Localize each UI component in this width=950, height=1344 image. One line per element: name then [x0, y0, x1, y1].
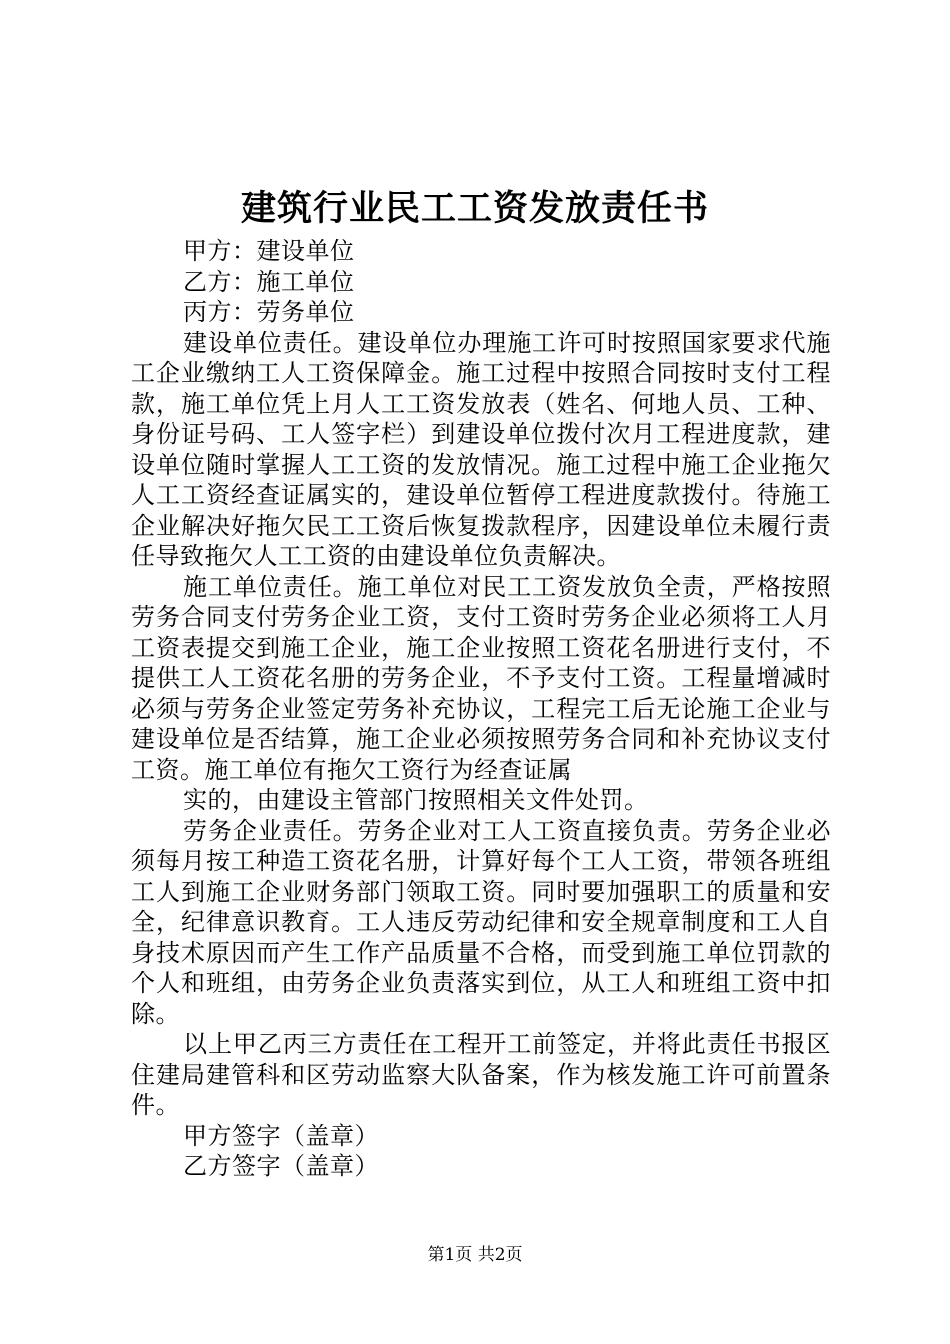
- party-b-line: 乙方：施工单位: [183, 267, 355, 296]
- paragraph-contractor: 施工单位责任。施工单位对民工工资发放负全责，严格按照劳务合同支付劳务企业工资，支付工资时劳务企业必须将工人月工资表提交到施工企业，施工企业按照工资花名册进行支付，不提供工人工资花名册的劳务企业，不予支付工资。工程量增减时必须与劳务企业签定劳务补充协议，工程完工后无论施工企业与建设单位是否结算，施工企业必须按照劳务合同和补充协议支付工资。施工单位有拖欠工资行为经查证属: [131, 572, 831, 784]
- party-a-line: 甲方：建设单位: [183, 237, 355, 265]
- party-c-line: 丙方：劳务单位: [183, 298, 355, 326]
- page-number: 第1页 共2页: [427, 1245, 523, 1265]
- paragraph-labor-company: 劳务企业责任。劳务企业对工人工资直接负责。劳务企业必须每月按工种造工资花名册，计算好每个工人工资，带领各班组工人到施工企业财务部门领取工资。同时要加强职工的质量和安全，纪律意识教育。工人违反劳动纪律和安全规章制度和工人自身技术原因而产生工作产品质量不合格，而受到施工单位罚款的个人和班组，由劳务企业负责落实到位，从工人和班组工资中扣除。: [131, 816, 831, 1028]
- signature-party-a: 甲方签字（盖章）: [183, 1121, 379, 1150]
- paragraph-construction-unit: 建设单位责任。建设单位办理施工许可时按照国家要求代施工企业缴纳工人工资保障金。施工过程中按照合同按时支付工程款，施工单位凭上月人工工资发放表（姓名、何地人员、工种、身份证号码、工人签字栏）到建设单位拨付次月工程进度款，建设单位随时掌握人工工资的发放情况。施工过程中施工企业拖欠人工工资经查证属实的，建设单位暂停工程进度款拨付。待施工企业解决好拖欠民工工资后恢复拨款程序，因建设单位未履行责任导致拖欠人工工资的由建设单位负责解决。: [131, 328, 831, 570]
- paragraph-contractor-continued: 实的，由建设主管部门按照相关文件处罚。: [183, 786, 649, 814]
- paragraph-filing: 以上甲乙丙三方责任在工程开工前签定，并将此责任书报区住建局建管科和区劳动监察大队备案，作为核发施工许可前置条件。: [131, 1030, 831, 1119]
- document-title: 建筑行业民工工资发放责任书: [240, 188, 709, 229]
- signature-party-b: 乙方签字（盖章）: [183, 1152, 379, 1180]
- document-body: [131, 236, 831, 1182]
